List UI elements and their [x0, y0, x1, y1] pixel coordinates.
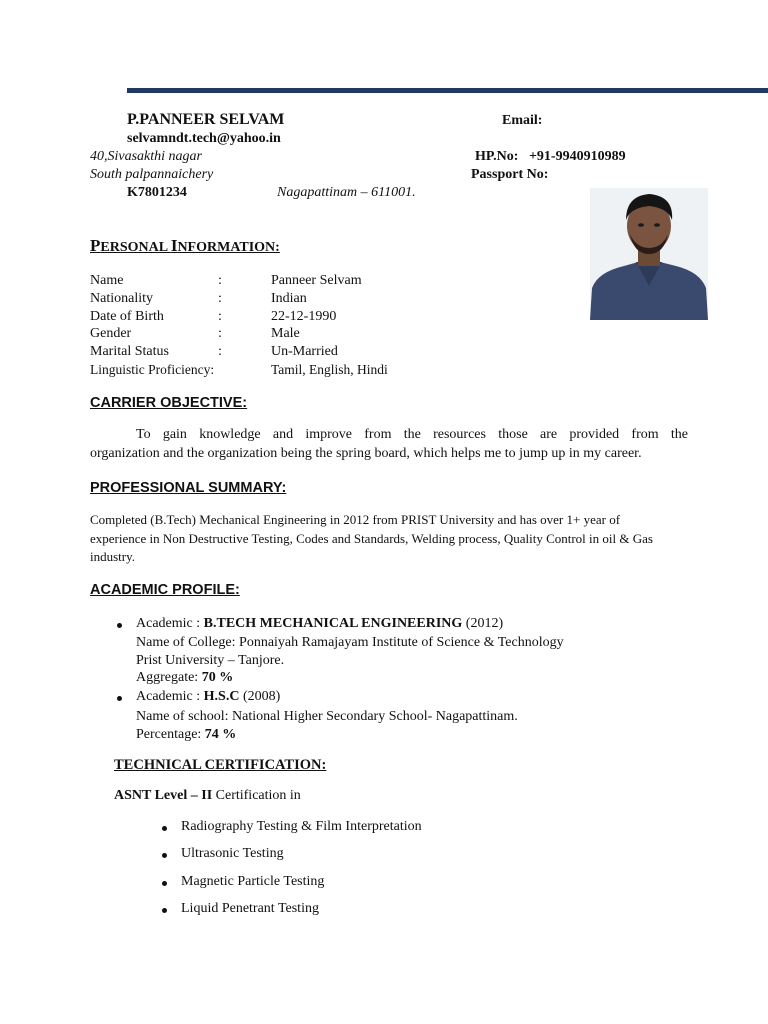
academic-item-2-score-value: 74 % — [204, 727, 237, 742]
personal-sep-name: : — [218, 273, 222, 288]
candidate-name: P.PANNEER SELVAM — [127, 111, 285, 128]
address-line-2: South palpannaichery — [90, 167, 214, 182]
address-line-1: 40,Sivasakthi nagar — [90, 149, 202, 164]
academic-item-1-university: Prist University – Tanjore. — [136, 653, 285, 668]
heading-part-2: NFORMATION: — [177, 240, 280, 255]
heading-initial-p: P — [90, 236, 101, 255]
personal-value-gender: Male — [271, 326, 300, 341]
bullet-icon — [117, 696, 122, 701]
certification-item: Magnetic Particle Testing — [181, 874, 325, 889]
summary-heading: PROFESSIONAL SUMMARY: — [90, 480, 287, 496]
academic-item-2-score — [136, 727, 236, 743]
academic-item-1-score — [136, 670, 233, 686]
personal-label-languages: Linguistic Proficiency: — [90, 362, 215, 377]
bullet-icon — [162, 908, 167, 913]
certification-heading: TECHNICAL CERTIFICATION: — [114, 757, 327, 773]
phone-line — [475, 149, 626, 165]
bullet-icon — [117, 623, 122, 628]
academic-item-1-college-name: Ponnaiyah Ramajayam Institute of Science & Technology — [239, 635, 564, 650]
summary-line-1: Completed (B.Tech) Mechanical Engineering in 2012 from PRIST University and has over 1+ year of — [90, 512, 621, 527]
profile-photo — [590, 188, 708, 320]
certification-level — [114, 788, 301, 804]
personal-label-nationality: Nationality — [90, 291, 153, 306]
personal-information-heading — [90, 236, 280, 256]
personal-sep-dob: : — [218, 309, 222, 324]
objective-heading: CARRIER OBJECTIVE: — [90, 395, 248, 411]
phone-number: +91-9940910989 — [528, 149, 626, 164]
academic-item-2-score-label: Percentage: — [136, 727, 205, 742]
academic-item-2-school-name: National Higher Secondary School- Nagapattinam. — [232, 709, 518, 724]
summary-line-2: experience in Non Destructive Testing, Codes and Standards, Welding process, Quality Control in oil & Gas — [90, 531, 653, 546]
academic-item-2-label: Academic : — [136, 689, 204, 704]
personal-sep-gender: : — [218, 326, 222, 341]
personal-sep-nationality: : — [218, 291, 222, 306]
academic-item-2-title — [136, 689, 280, 705]
email-address[interactable]: selvamndt.tech@yahoo.in — [127, 131, 281, 146]
academic-item-1-year: (2012) — [462, 616, 504, 631]
academic-item-1-score-label: Aggregate: — [136, 670, 202, 685]
personal-sep-marital-status: : — [218, 344, 222, 359]
bullet-icon — [162, 826, 167, 831]
academic-item-1-title — [136, 616, 503, 632]
academic-heading: ACADEMIC PROFILE: — [90, 582, 240, 598]
academic-item-1-degree: B.TECH MECHANICAL ENGINEERING — [203, 616, 463, 631]
personal-value-marital-status: Un-Married — [271, 344, 338, 359]
bullet-icon — [162, 853, 167, 858]
academic-item-2-school-label: Name of school: — [136, 709, 233, 724]
academic-item-1-college — [136, 635, 564, 651]
passport-label: Passport No: — [471, 167, 549, 182]
personal-label-dob: Date of Birth — [90, 309, 164, 324]
phone-label: HP.No: — [475, 149, 519, 164]
bullet-icon — [162, 881, 167, 886]
heading-part-1: ERSONAL — [100, 240, 171, 255]
academic-item-2-year: (2008) — [239, 689, 281, 704]
academic-item-2-school — [136, 709, 518, 725]
email-label: Email: — [502, 113, 543, 128]
header-rule — [127, 88, 768, 93]
address-city: Nagapattinam – 611001. — [277, 185, 416, 200]
objective-line-1: To gain knowledge and improve from the resources those are provided from the — [136, 427, 688, 442]
passport-number: K7801234 — [127, 185, 187, 200]
personal-label-name: Name — [90, 273, 124, 288]
academic-item-1-label: Academic : — [136, 616, 204, 631]
personal-value-languages: Tamil, English, Hindi — [271, 362, 388, 377]
certification-level-bold: ASNT Level – II — [114, 788, 213, 803]
certification-item: Liquid Penetrant Testing — [181, 901, 319, 916]
summary-line-3: industry. — [90, 549, 136, 564]
personal-value-name: Panneer Selvam — [271, 273, 362, 288]
personal-label-marital-status: Marital Status — [90, 344, 169, 359]
profile-photo-image — [590, 188, 708, 320]
personal-value-dob: 22-12-1990 — [271, 309, 337, 324]
personal-label-gender: Gender — [90, 326, 132, 341]
academic-item-1-college-label: Name of College: — [136, 635, 240, 650]
certification-item: Radiography Testing & Film Interpretation — [181, 819, 422, 834]
heading-initial-i: I — [170, 236, 178, 255]
certification-item: Ultrasonic Testing — [181, 846, 284, 861]
objective-line-2: organization and the organization being the spring board, which helps me to jump up in my career. — [90, 446, 642, 461]
certification-level-rest: Certification in — [212, 788, 301, 803]
academic-item-2-degree: H.S.C — [203, 689, 240, 704]
academic-item-1-score-value: 70 % — [201, 670, 234, 685]
personal-value-nationality: Indian — [271, 291, 307, 306]
